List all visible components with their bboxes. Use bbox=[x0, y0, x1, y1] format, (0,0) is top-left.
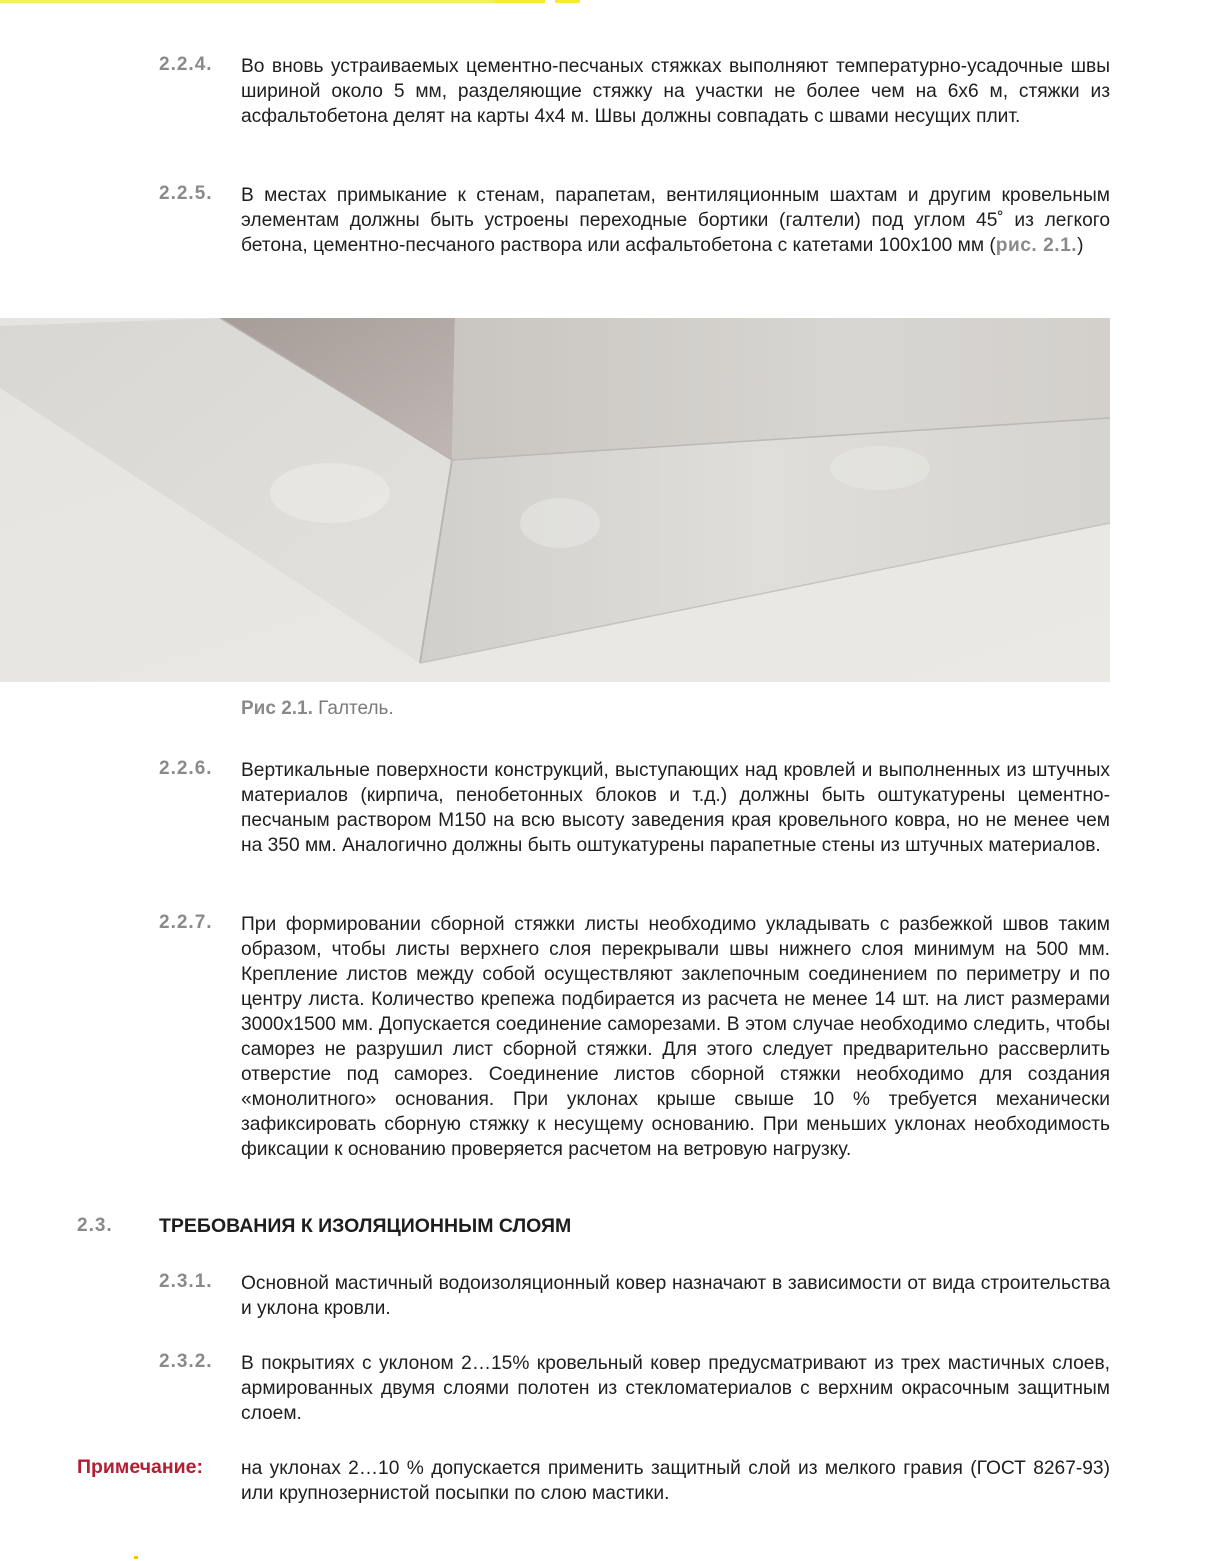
paragraph-text-body: В местах примыкание к стенам, парапетам, вентиляционным шахтам и другим кровельным элементам должны быть устроены переходные бортики (галтели) под углом 45˚ из легкого бетона, цементно-песчаного раствора или асфальтобетона с катетами 100х100 мм ( bbox=[241, 185, 1110, 256]
figure-caption-label: Рис 2.1. bbox=[241, 698, 313, 719]
top-accent-bar-2 bbox=[495, 0, 545, 3]
paragraph-text: Во вновь устраиваемых цементно-песчаных стяжках выполняют температурно-усадочные швы шириной около 5 мм, разделяющие стяжку на участки не более чем на 6х6 м, стяжки из асфальтобетона делят на карты 4х4 м. Швы должны совпадать с швами несущих плит. bbox=[241, 56, 1110, 127]
figure-reference-link[interactable]: рис. 2.1. bbox=[995, 235, 1078, 256]
paragraph-text: В покрытиях с уклоном 2…15% кровельный ковер предусматривают из трех мастичных слоев, армированных двумя слоями полотен из стекломатериалов с верхним окрасочным защитным слоем. bbox=[241, 1353, 1110, 1424]
paragraph-number: 2.2.7. bbox=[159, 912, 213, 933]
paragraph-number: 2.2.6. bbox=[159, 758, 213, 779]
top-accent-bar bbox=[0, 0, 495, 3]
paragraph-number: 2.2.5. bbox=[159, 183, 213, 204]
paragraph-text bbox=[241, 183, 1110, 258]
paragraph-number: 2.3.1. bbox=[159, 1271, 213, 1292]
top-accent-bar-3 bbox=[555, 0, 580, 3]
section-number: 2.3. bbox=[77, 1215, 113, 1236]
figure-caption bbox=[241, 698, 394, 720]
note-text: на уклонах 2…10 % допускается применить защитный слой из мелкого гравия (ГОСТ 8267-93) или крупнозернистой посыпки по слою мастики. bbox=[241, 1458, 1110, 1504]
paragraph-number: 2.3.2. bbox=[159, 1351, 213, 1372]
paragraph-text: Основной мастичный водоизоляционный ковер назначают в зависимости от вида строительства и уклона кровли. bbox=[241, 1273, 1110, 1319]
figure-caption-text: Галтель. bbox=[318, 698, 394, 719]
section-title: ТРЕБОВАНИЯ К ИЗОЛЯЦИОННЫМ СЛОЯМ bbox=[159, 1215, 572, 1237]
paragraph-text: При формировании сборной стяжки листы необходимо укладывать с разбежкой швов таким образом, чтобы листы верхнего слоя перекрывали швы нижнего слоя минимум на 500 мм. Крепление листов между собой осуществляют заклепочным соединением по периметру и по центру листа. Количество крепежа подбирается из расчета не менее 14 шт. на лист размерами 3000х1500 мм. Допускается соединение саморезами. В этом случае необходимо следить, чтобы саморез не разрушил лист сборной стяжки. Для этого следует предварительно рассверлить отверстие под саморез. Соединение листов сборной стяжки необходимо для создания «монолитного» основания. При уклонах крыше свыше 10 % требуется механически зафиксировать сборную стяжку к несущему основанию. При меньших уклонах необходимость фиксации к основанию проверяется расчетом на ветровую нагрузку. bbox=[241, 914, 1110, 1160]
paragraph-text: Вертикальные поверхности конструкций, выступающих над кровлей и выполненных из штучных материалов (кирпича, пенобетонных блоков и т.д.) должны быть оштукатурены цементно-песчаным раствором М150 на всю высоту заведения края кровельного ковра, но не менее чем на 350 мм. Аналогично должны быть оштукатурены парапетные стены из штучных материалов. bbox=[241, 760, 1110, 856]
note-label: Примечание: bbox=[77, 1456, 203, 1478]
paragraph-number: 2.2.4. bbox=[159, 54, 213, 75]
paragraph-text-close: ) bbox=[1077, 235, 1084, 256]
fillet-photo bbox=[0, 318, 1110, 682]
bottom-accent-mark bbox=[134, 1556, 138, 1559]
